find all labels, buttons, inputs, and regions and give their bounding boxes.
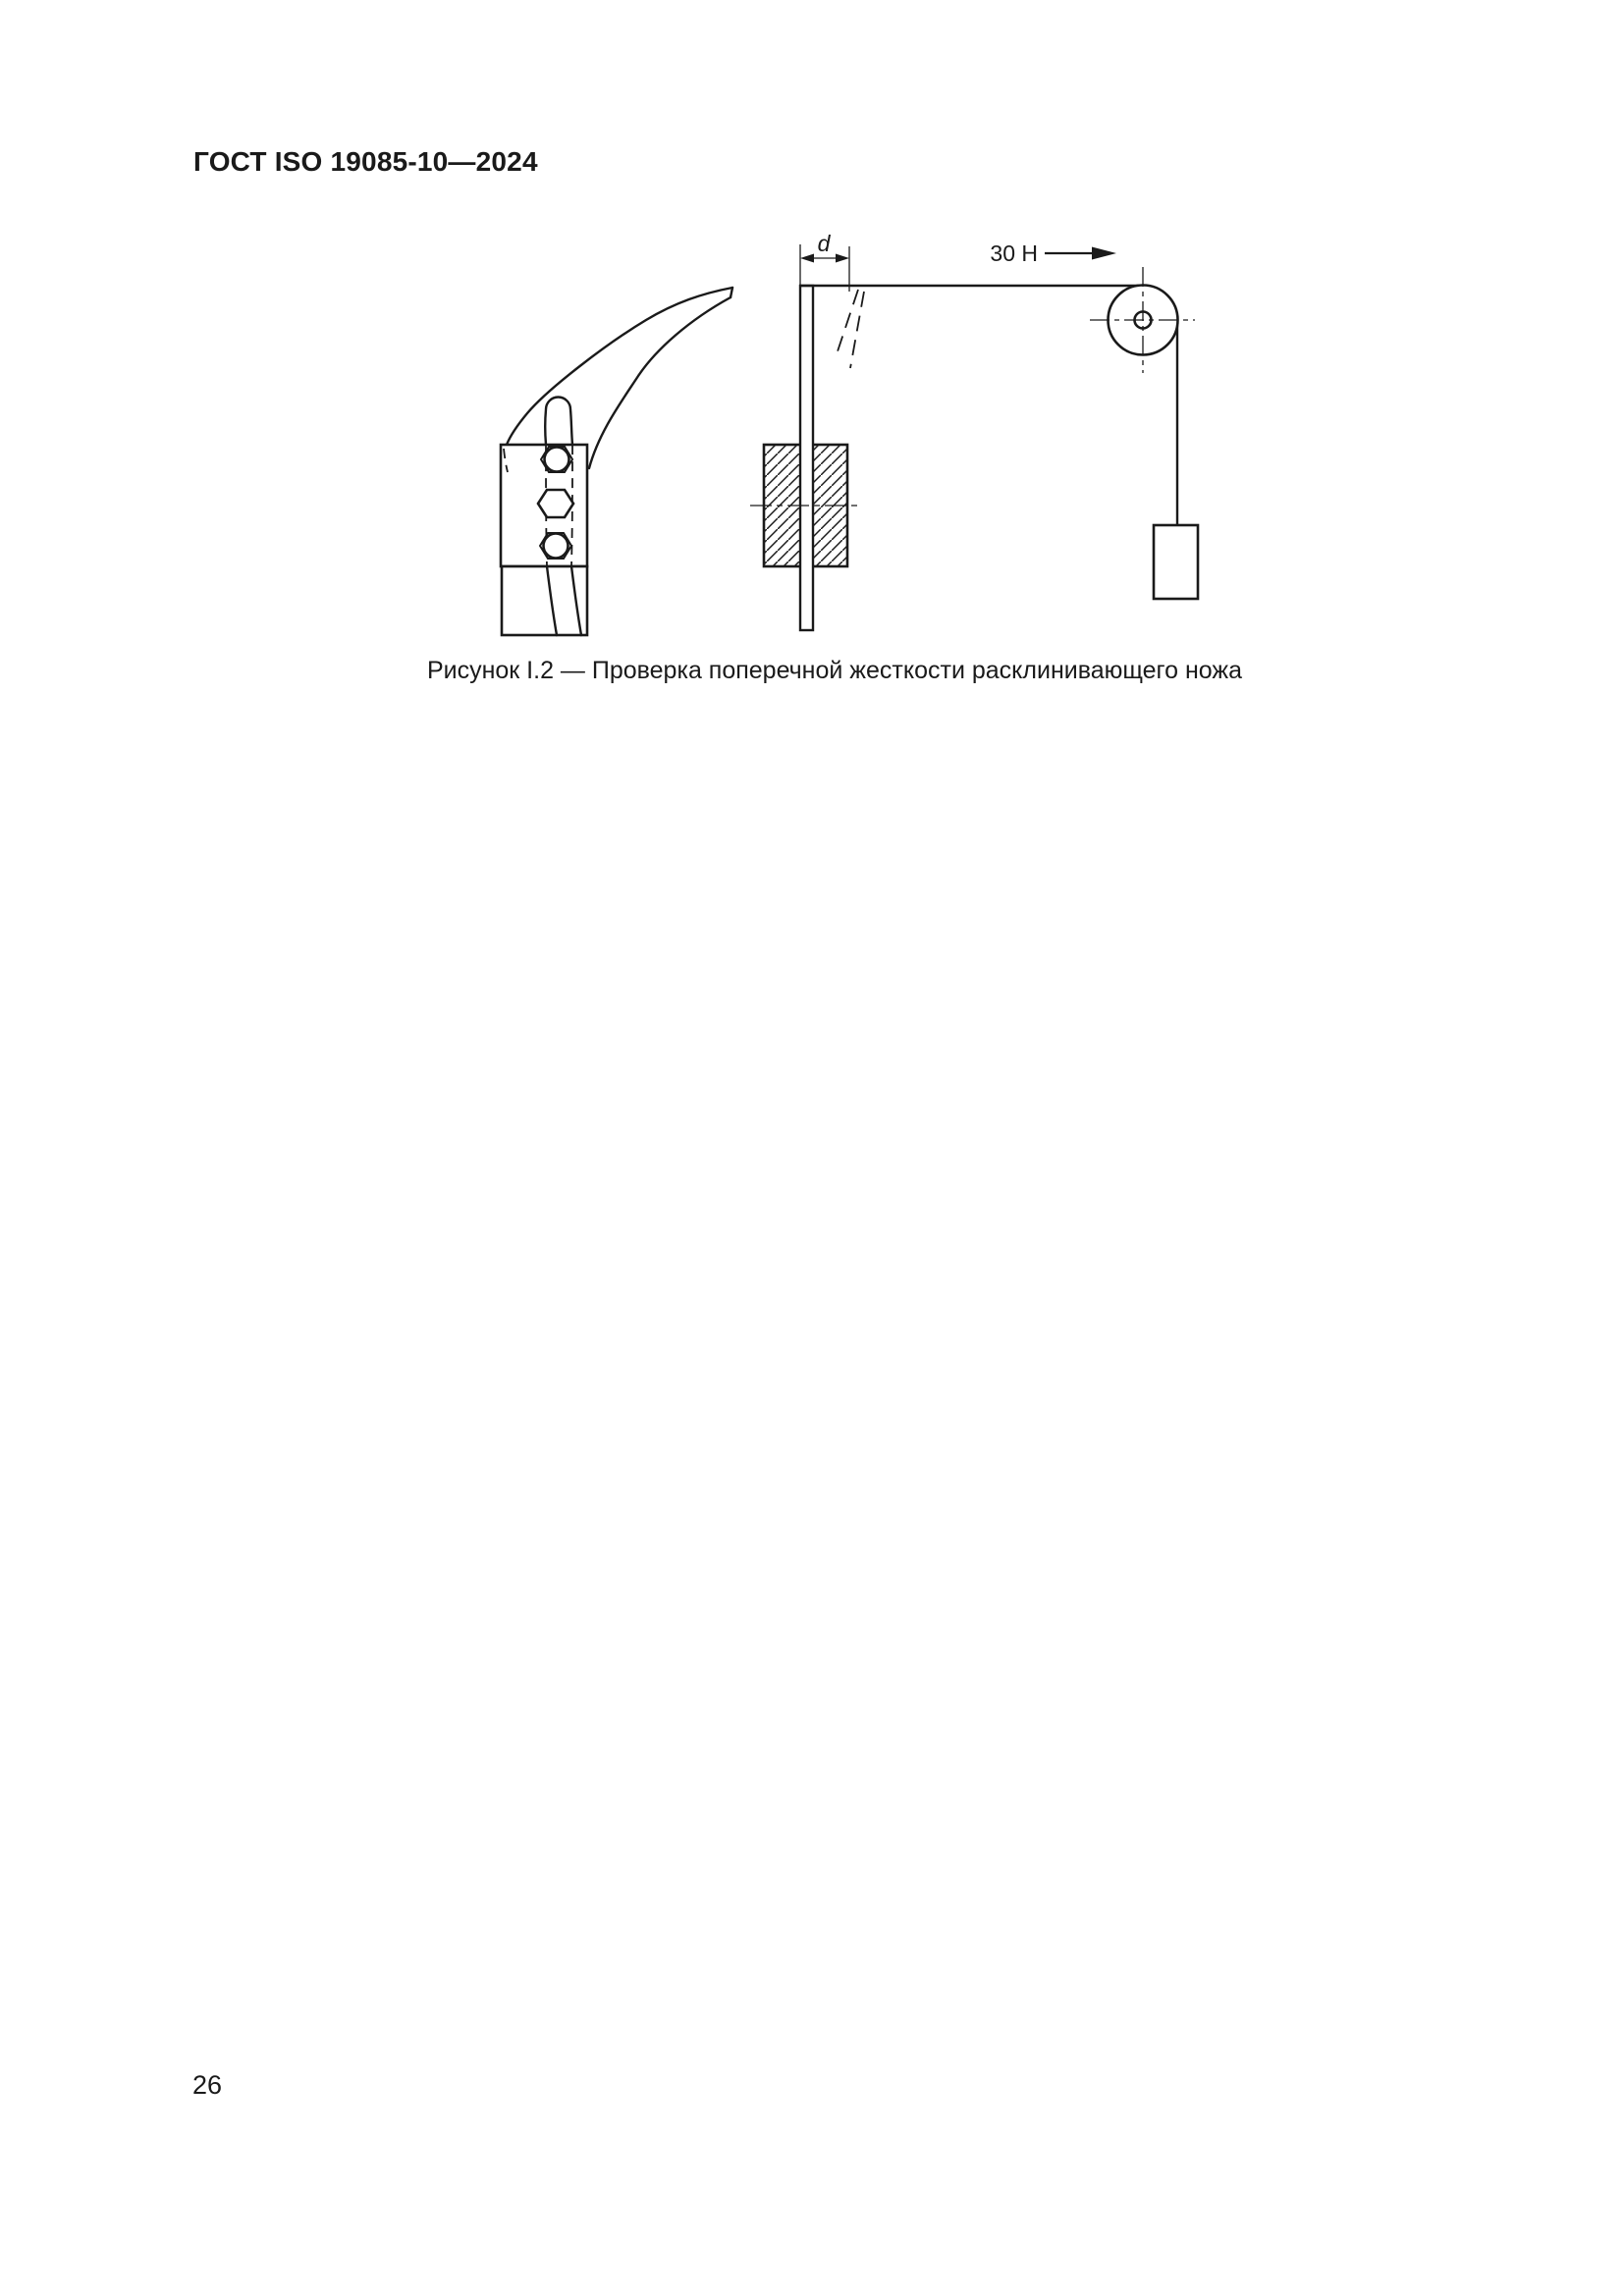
dimension-d-label: d bbox=[817, 231, 831, 256]
knife-outer-edge bbox=[507, 288, 732, 445]
dimension-arrowhead-left bbox=[800, 254, 814, 263]
hex-bolt-upper bbox=[541, 447, 572, 472]
deflected-knife-dashed bbox=[837, 290, 864, 368]
hex-bolt-upper-circle bbox=[545, 448, 569, 472]
figure-caption: Рисунок I.2 — Проверка поперечной жесткости расклинивающего ножа bbox=[426, 657, 1243, 684]
pulley bbox=[1090, 267, 1195, 373]
hex-nut-center bbox=[538, 490, 573, 517]
document-header: ГОСТ ISO 19085-10—2024 bbox=[193, 146, 538, 177]
page-number: 26 bbox=[192, 2070, 223, 2100]
force-arrowhead bbox=[1092, 247, 1116, 260]
clamp-lower-block bbox=[502, 566, 587, 635]
pulley-centerlines bbox=[1090, 267, 1195, 373]
hex-bolt-lower bbox=[540, 533, 571, 559]
weight bbox=[1154, 525, 1198, 599]
knife-inner-edge bbox=[589, 297, 731, 468]
deflected-edge-right bbox=[850, 292, 864, 368]
figure-drawing bbox=[491, 226, 1222, 648]
knife-slot bbox=[545, 398, 572, 446]
force-label: 30 Н bbox=[990, 240, 1038, 266]
dimension-arrowhead-right bbox=[836, 254, 849, 263]
hex-bolt-lower-circle bbox=[544, 534, 568, 559]
force-arrow bbox=[1045, 247, 1116, 260]
knife-edge-view-bar bbox=[800, 286, 813, 630]
